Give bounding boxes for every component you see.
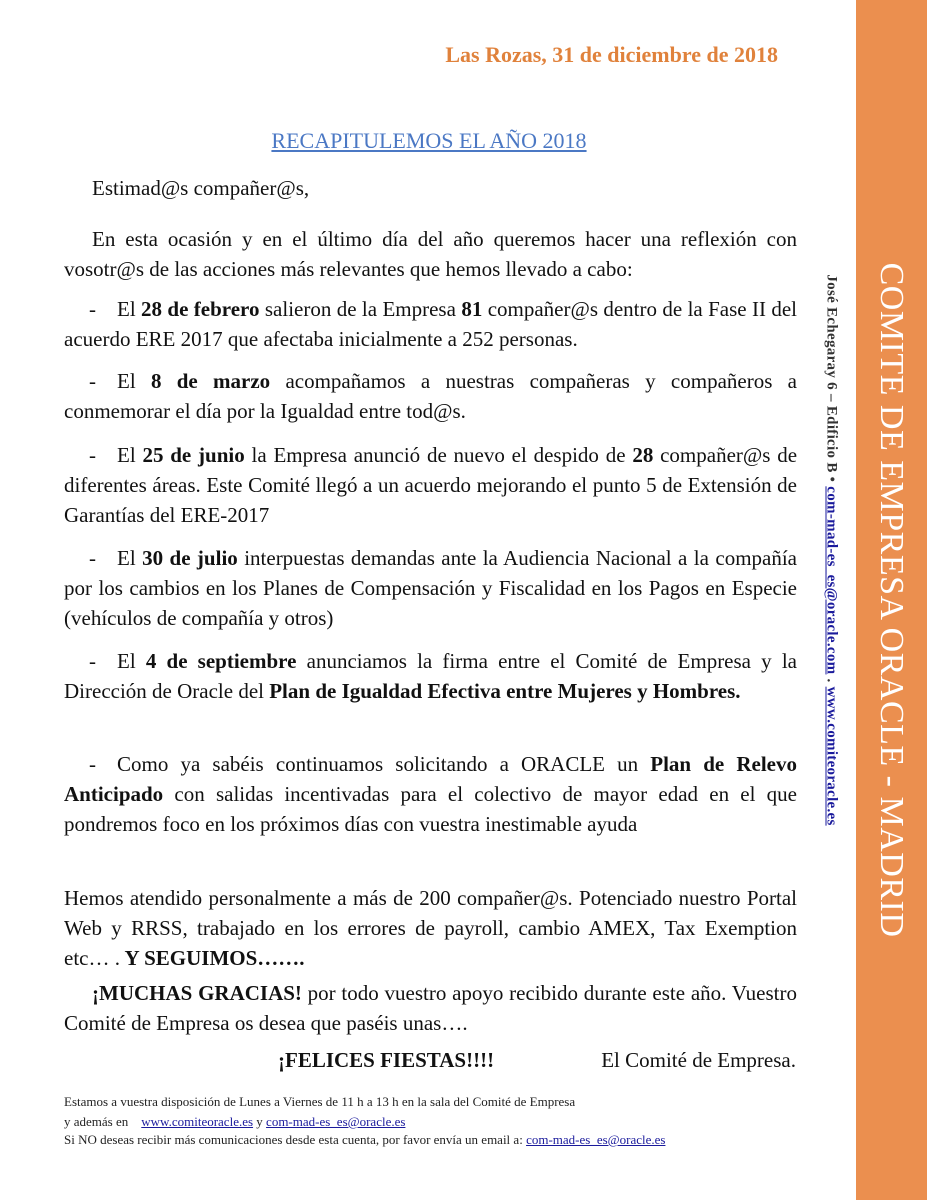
item-text: con salidas incentivadas para el colectivo de mayor edad en el que pondremos foco en los próximos días con vuestra inestimable ayuda [64,782,797,836]
list-dash: - [89,369,96,393]
thanks-paragraph [64,978,797,1038]
list-item-september [64,646,797,706]
footer-text: y [256,1114,263,1129]
sidebar-org-name: COMITE DE EMPRESA ORACLE - MADRID [873,262,910,938]
footer-text: Si NO deseas recibir más comunicaciones desde esta cuenta, por favor envía un email a: [64,1132,523,1147]
item-bold: 28 [632,443,654,467]
item-text: El [117,369,151,393]
footer-email-link[interactable]: com-mad-es_es@oracle.es [266,1114,406,1129]
item-bold: Plan de Igualdad Efectiva entre Mujeres y Hombres. [269,679,741,703]
summary-bold: Y SEGUIMOS……. [119,946,305,970]
footer-availability: Estamos a vuestra disposición de Lunes a Viernes de 11 h a 13 h en la sala del Comité de Empresa [64,1094,576,1109]
list-dash: - [89,443,96,467]
item-bold: 4 de septiembre [145,649,297,673]
item-text: compañer@s de diferentes áreas. Este Comité llegó a un acuerdo mejorando el punto 5 de Extensión de Garantías del ERE-2017 [64,443,798,527]
summary-paragraph [64,883,797,973]
item-bold: 8 de marzo [150,369,271,393]
footer-links [64,1113,804,1131]
item-text: anunciamos la firma entre el Comité de Empresa y la Dirección de Oracle del [64,649,797,703]
summary-text: Hemos atendido personalmente a más de 200 compañer@s. Potenciado nuestro Portal Web y RRSS, trabajado en los errores de payroll, cambio AMEX, Tax Exemption etc… . [64,886,797,970]
list-item-relevo [64,749,797,839]
item-text: El [117,443,143,467]
footer-text: y además en [64,1114,129,1129]
list-dash: - [89,649,96,673]
sidebar-address [823,274,840,825]
greeting: Estimad@s compañer@s, [92,176,310,200]
item-text: salieron de la Empresa [259,297,462,321]
list-dash: - [89,752,96,776]
item-bold: 25 de junio [142,443,245,467]
document-title: RECAPITULEMOS EL AÑO 2018 [271,128,587,153]
signature: El Comité de Empresa. [601,1048,796,1072]
list-item-march [64,366,797,426]
footer-website-link[interactable]: www.comiteoracle.es [141,1114,254,1129]
item-bold: 81 [461,297,483,321]
item-text: compañer@s dentro de la Fase II del acuerdo ERE 2017 que afectaba inicialmente a 252 personas. [64,297,798,351]
closing-greeting: ¡FELICES FIESTAS!!!! [278,1048,495,1072]
thanks-bold: ¡MUCHAS GRACIAS! [92,981,302,1005]
list-dash: - [89,297,96,321]
thanks-text: por todo vuestro apoyo recibido durante este año. Vuestro Comité de Empresa os desea que paséis unas…. [64,981,797,1035]
list-item-july [64,543,797,633]
item-text: interpuestas demandas ante la Audiencia Nacional a la compañía por los cambios en los Planes de Compensación y Fiscalidad en los Pagos en Especie (vehículos de compañía y otros) [64,546,798,630]
sidebar-band [856,0,927,1200]
item-bold: 30 de julio [142,546,238,570]
item-text: acompañamos a nuestras compañeras y compañeros a conmemorar el día por la Igualdad entre tod@s. [64,369,797,423]
sidebar-website-link[interactable]: www.comiteoracle.es [823,686,840,826]
document-date: Las Rozas, 31 de diciembre de 2018 [445,42,778,67]
footer-unsubscribe-email-link[interactable]: com-mad-es_es@oracle.es [526,1132,666,1147]
item-text: Como ya sabéis continuamos solicitando a ORACLE un [117,752,651,776]
item-text: El [117,297,142,321]
sidebar-email-link[interactable]: com-mad-es_es@oracle.com [823,486,840,675]
list-item-february [64,294,797,354]
separator: . [823,678,840,683]
intro-paragraph: En esta ocasión y en el último día del año queremos hacer una reflexión con vosotr@s de las acciones más relevantes que hemos llevado a cabo: [64,227,797,281]
item-bold: 28 de febrero [141,297,260,321]
address-text: José Echegaray 6 – Edificio B • [823,274,840,483]
list-dash: - [89,546,96,570]
item-text: El [117,546,143,570]
item-text: El [117,649,146,673]
item-text: la Empresa anunció de nuevo el despido de [244,443,633,467]
list-item-june [64,440,797,530]
footer-unsubscribe [64,1131,804,1149]
item-bold: Plan de Relevo Anticipado [64,752,797,806]
